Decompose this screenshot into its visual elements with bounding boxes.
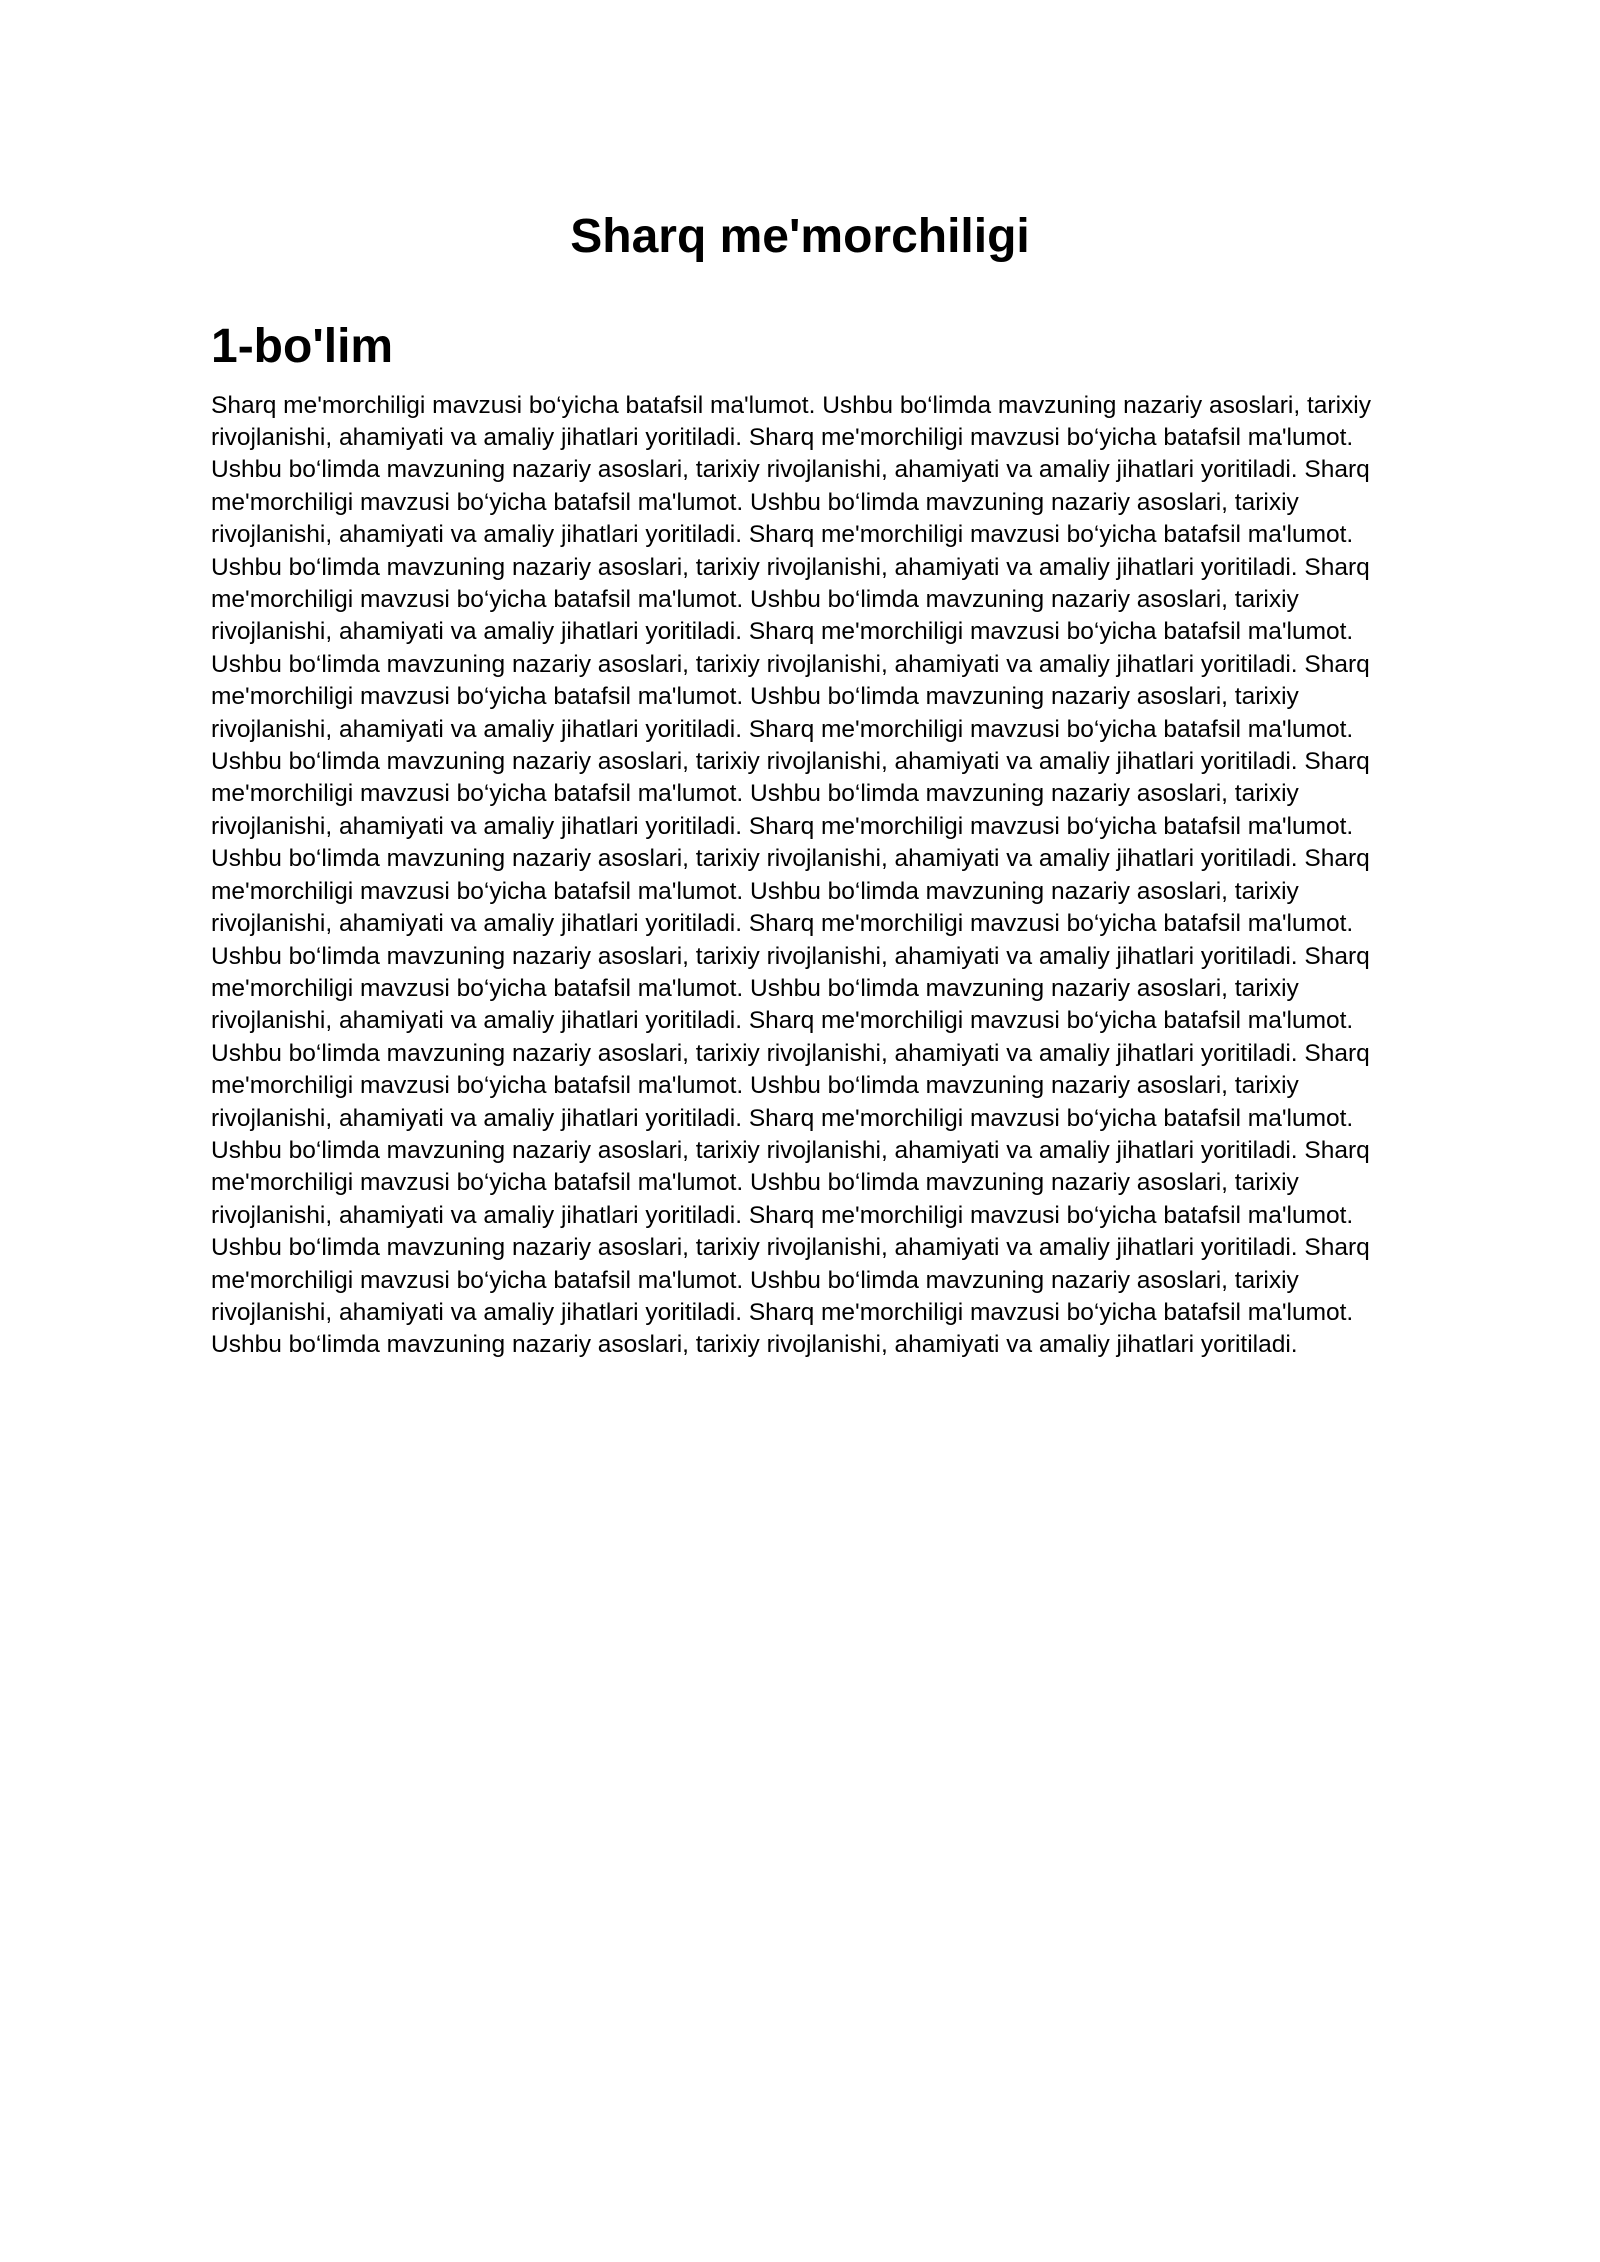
section-1 bbox=[211, 318, 1391, 1362]
section-heading: 1-bo'lim bbox=[211, 320, 394, 373]
section-body-paragraph: Sharq me'morchiligi mavzusi bo‘yicha batafsil ma'lumot. Ushbu bo‘limda mavzuning nazariy asoslari, tarixiy rivojlanishi, ahamiyati va amaliy jihatlari yoritiladi. Sharq me'morchiligi mavzusi bo‘yicha batafsil ma'lumot. Ushbu bo‘limda mavzuning nazariy asoslari, tarixiy rivojlanishi, ahamiyati va amaliy jihatlari yoritiladi. Sharq me'morchiligi mavzusi bo‘yicha batafsil ma'lumot. Ushbu bo‘limda mavzuning nazariy asoslari, tarixiy rivojlanishi, ahamiyati va amaliy jihatlari yoritiladi. Sharq me'morchiligi mavzusi bo‘yicha batafsil ma'lumot. Ushbu bo‘limda mavzuning nazariy asoslari, tarixiy rivojlanishi, ahamiyati va amaliy jihatlari yoritiladi. Sharq me'morchiligi mavzusi bo‘yicha batafsil ma'lumot. Ushbu bo‘limda mavzuning nazariy asoslari, tarixiy rivojlanishi, ahamiyati va amaliy jihatlari yoritiladi. Sharq me'morchiligi mavzusi bo‘yicha batafsil ma'lumot. Ushbu bo‘limda mavzuning nazariy asoslari, tarixiy rivojlanishi, ahamiyati va amaliy jihatlari yoritiladi. Sharq me'morchiligi mavzusi bo‘yicha batafsil ma'lumot. Ushbu bo‘limda mavzuning nazariy asoslari, tarixiy rivojlanishi, ahamiyati va amaliy jihatlari yoritiladi. Sharq me'morchiligi mavzusi bo‘yicha batafsil ma'lumot. Ushbu bo‘limda mavzuning nazariy asoslari, tarixiy rivojlanishi, ahamiyati va amaliy jihatlari yoritiladi. Sharq me'morchiligi mavzusi bo‘yicha batafsil ma'lumot. Ushbu bo‘limda mavzuning nazariy asoslari, tarixiy rivojlanishi, ahamiyati va amaliy jihatlari yoritiladi. Sharq me'morchiligi mavzusi bo‘yicha batafsil ma'lumot. Ushbu bo‘limda mavzuning nazariy asoslari, tarixiy rivojlanishi, ahamiyati va amaliy jihatlari yoritiladi. Sharq me'morchiligi mavzusi bo‘yicha batafsil ma'lumot. Ushbu bo‘limda mavzuning nazariy asoslari, tarixiy rivojlanishi, ahamiyati va amaliy jihatlari yoritiladi. Sharq me'morchiligi mavzusi bo‘yicha batafsil ma'lumot. Ushbu bo‘limda mavzuning nazariy asoslari, tarixiy rivojlanishi, ahamiyati va amaliy jihatlari yoritiladi. Sharq me'morchiligi mavzusi bo‘yicha batafsil ma'lumot. Ushbu bo‘limda mavzuning nazariy asoslari, tarixiy rivojlanishi, ahamiyati va amaliy jihatlari yoritiladi. Sharq me'morchiligi mavzusi bo‘yicha batafsil ma'lumot. Ushbu bo‘limda mavzuning nazariy asoslari, tarixiy rivojlanishi, ahamiyati va amaliy jihatlari yoritiladi. Sharq me'morchiligi mavzusi bo‘yicha batafsil ma'lumot. Ushbu bo‘limda mavzuning nazariy asoslari, tarixiy rivojlanishi, ahamiyati va amaliy jihatlari yoritiladi. Sharq me'morchiligi mavzusi bo‘yicha batafsil ma'lumot. Ushbu bo‘limda mavzuning nazariy asoslari, tarixiy rivojlanishi, ahamiyati va amaliy jihatlari yoritiladi. Sharq me'morchiligi mavzusi bo‘yicha batafsil ma'lumot. Ushbu bo‘limda mavzuning nazariy asoslari, tarixiy rivojlanishi, ahamiyati va amaliy jihatlari yoritiladi. Sharq me'morchiligi mavzusi bo‘yicha batafsil ma'lumot. Ushbu bo‘limda mavzuning nazariy asoslari, tarixiy rivojlanishi, ahamiyati va amaliy jihatlari yoritiladi. Sharq me'morchiligi mavzusi bo‘yicha batafsil ma'lumot. Ushbu bo‘limda mavzuning nazariy asoslari, tarixiy rivojlanishi, ahamiyati va amaliy jihatlari yoritiladi. Sharq me'morchiligi mavzusi bo‘yicha batafsil ma'lumot. Ushbu bo‘limda mavzuning nazariy asoslari, tarixiy rivojlanishi, ahamiyati va amaliy jihatlari yoritiladi. bbox=[211, 391, 1371, 1359]
document-title: Sharq me'morchiligi bbox=[570, 210, 1030, 263]
